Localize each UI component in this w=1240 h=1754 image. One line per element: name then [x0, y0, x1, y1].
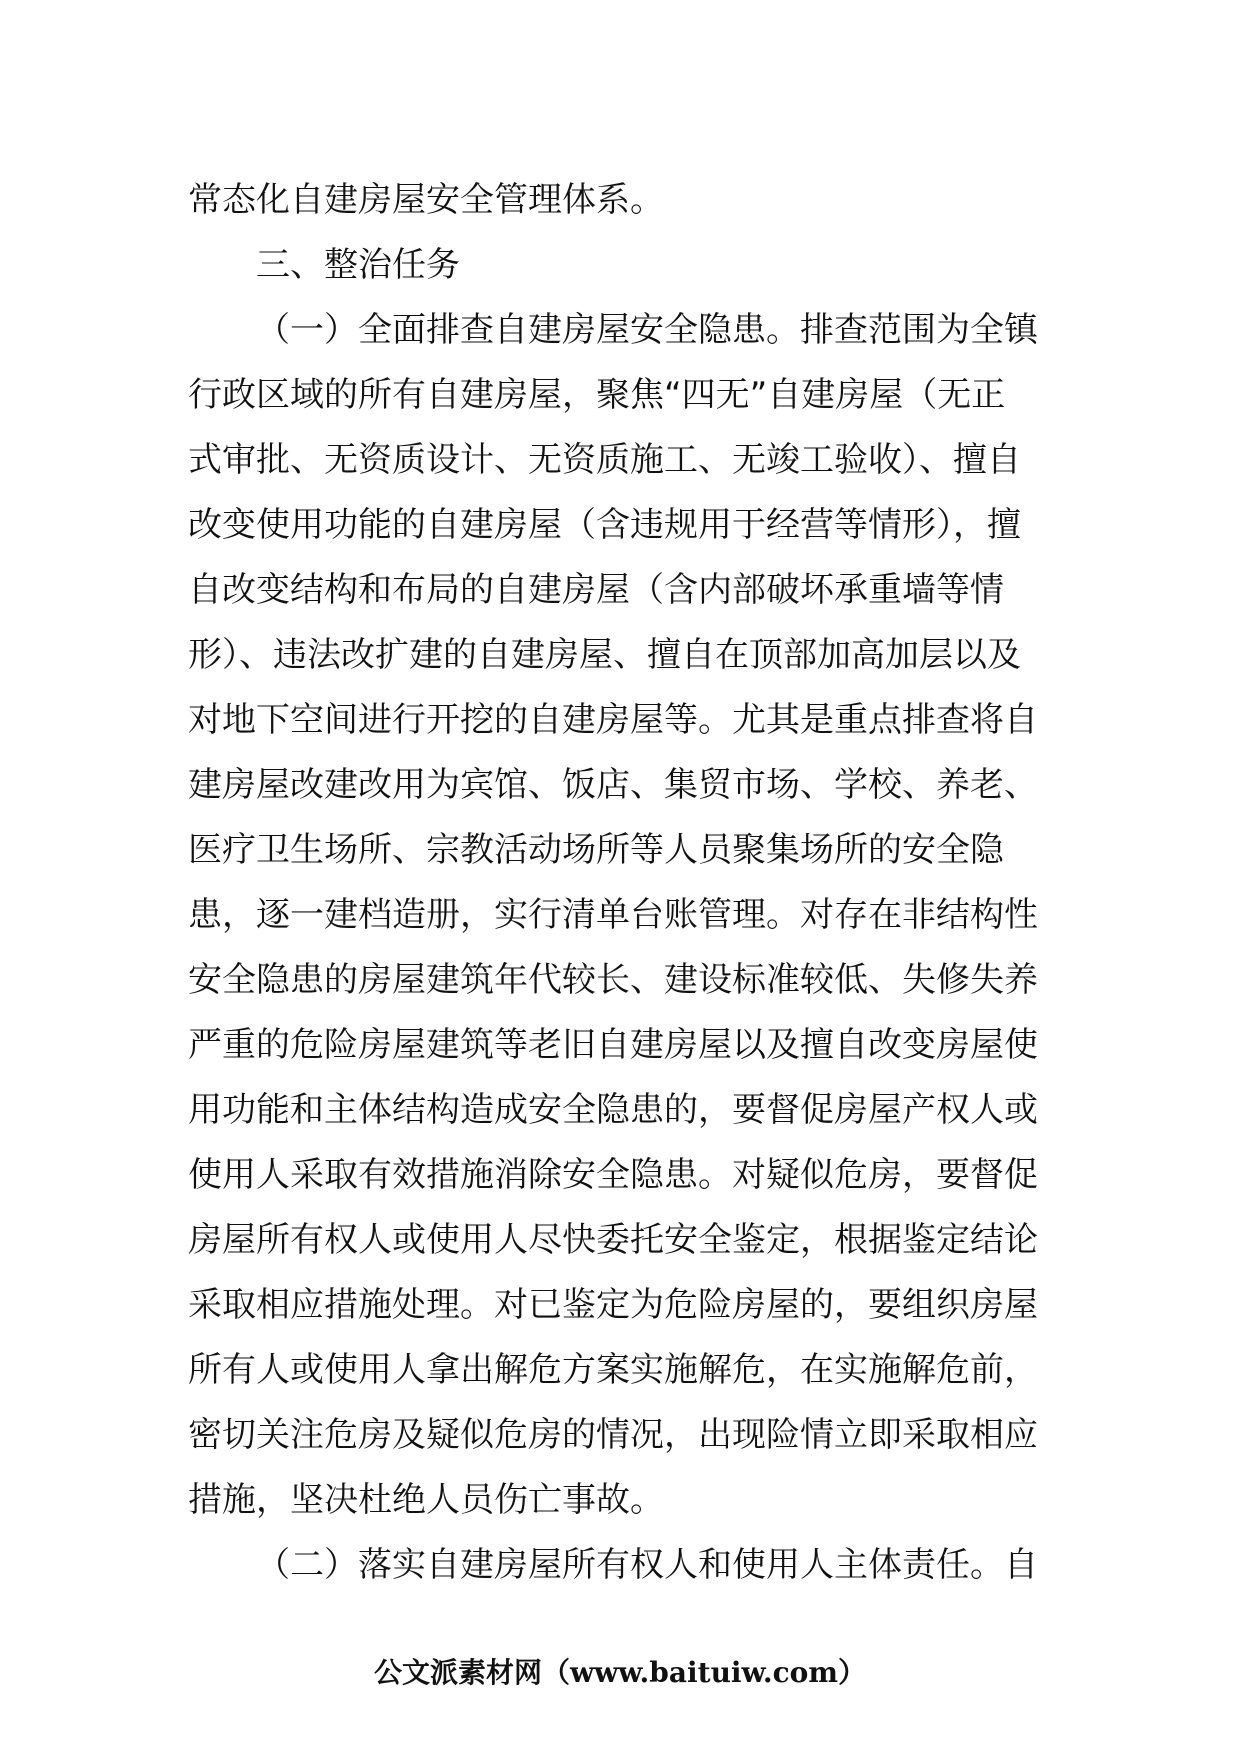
paragraph-line: 常态化自建房屋安全管理体系。	[188, 180, 664, 220]
paragraph-line: 采取相应措施处理。对已鉴定为危险房屋的，要组织房屋	[188, 1285, 1038, 1325]
section-heading: 三、整治任务	[256, 245, 460, 285]
paragraph-line: 医疗卫生场所、宗教活动场所等人员聚集场所的安全隐	[188, 830, 1004, 870]
paragraph-line: 建房屋改建改用为宾馆、饭店、集贸市场、学校、养老、	[188, 765, 1038, 805]
paragraph-line: 式审批、无资质设计、无资质施工、无竣工验收）、擅自	[188, 440, 1021, 480]
paragraph-line: （二）落实自建房屋所有权人和使用人主体责任。自	[256, 1545, 1038, 1585]
paragraph-line: （一）全面排查自建房屋安全隐患。排查范围为全镇	[256, 310, 1038, 350]
paragraph-line: 改变使用功能的自建房屋（含违规用于经营等情形），擅	[188, 505, 1021, 545]
paragraph-line: 使用人采取有效措施消除安全隐患。对疑似危房，要督促	[188, 1155, 1038, 1195]
paragraph-line: 行政区域的所有自建房屋，聚焦“四无”自建房屋（无正	[188, 375, 1006, 415]
paragraph-line: 措施，坚决杜绝人员伤亡事故。	[188, 1480, 664, 1520]
paragraph-line: 房屋所有权人或使用人尽快委托安全鉴定，根据鉴定结论	[188, 1220, 1038, 1260]
paragraph-line: 密切关注危房及疑似危房的情况，出现险情立即采取相应	[188, 1415, 1038, 1455]
paragraph-line: 自改变结构和布局的自建房屋（含内部破坏承重墙等情	[188, 570, 1004, 610]
document-body	[188, 168, 1063, 1598]
paragraph-line: 用功能和主体结构造成安全隐患的，要督促房屋产权人或	[188, 1090, 1038, 1130]
footer-watermark: 公文派素材网（www.baituiw.com）	[374, 1656, 866, 1689]
paragraph-line: 患，逐一建档造册，实行清单台账管理。对存在非结构性	[188, 895, 1038, 935]
paragraph-line: 所有人或使用人拿出解危方案实施解危，在实施解危前，	[188, 1350, 1038, 1390]
paragraph-line: 形）、违法改扩建的自建房屋、擅自在顶部加高加层以及	[188, 635, 1021, 675]
paragraph-line: 严重的危险房屋建筑等老旧自建房屋以及擅自改变房屋使	[188, 1025, 1038, 1065]
paragraph-line: 安全隐患的房屋建筑年代较长、建设标准较低、失修失养	[188, 960, 1038, 1000]
paragraph-line: 对地下空间进行开挖的自建房屋等。尤其是重点排查将自	[188, 700, 1038, 740]
